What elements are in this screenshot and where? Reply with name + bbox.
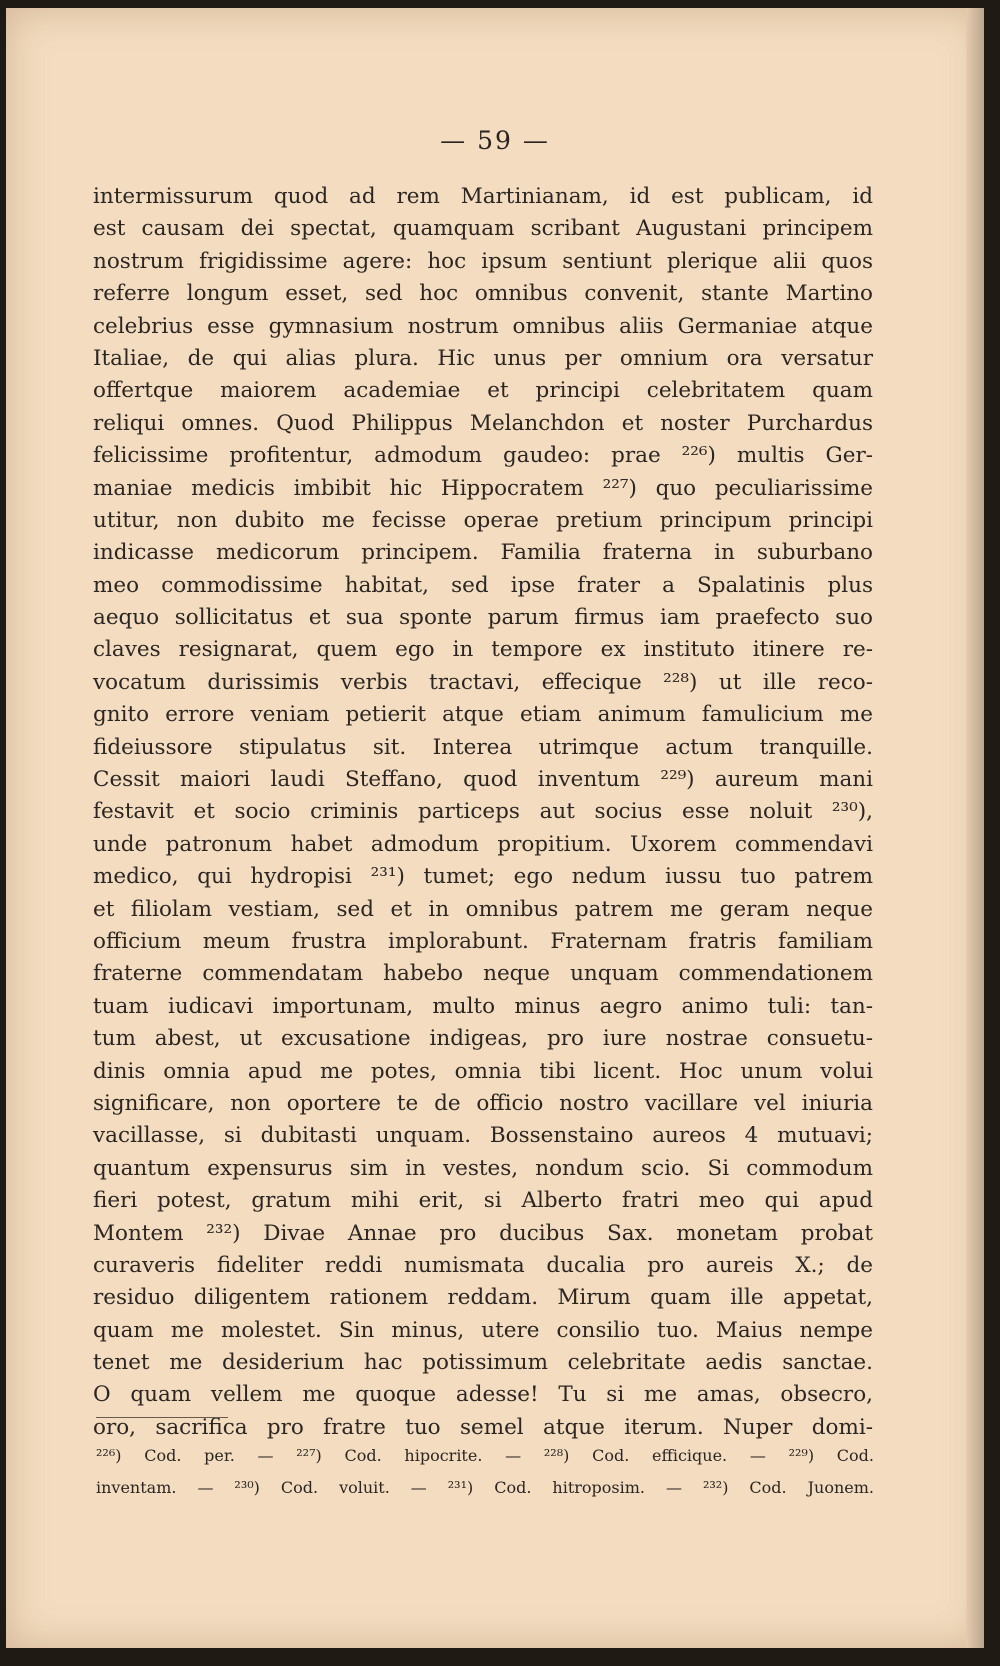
text-line: nostrum frigidissime agere: hoc ipsum sentiunt plerique alii quos xyxy=(93,248,873,274)
text-line: felicissime profitentur, admodum gaudeo: prae ²²⁶) multis Ger- xyxy=(93,443,873,469)
text-line: indicasse medicorum principem. Familia fraterna in suburbano xyxy=(93,540,873,566)
text-line: reliqui omnes. Quod Philippus Melanchdon et noster Purchardus xyxy=(93,410,873,436)
text-line: unde patronum habet admodum propitium. Uxorem commendavi xyxy=(93,831,873,857)
text-line: O quam vellem me quoque adesse! Tu si me amas, obsecro, xyxy=(93,1382,873,1408)
text-line: fraterne commendatam habebo neque unquam commendationem xyxy=(93,961,873,987)
text-line: curaveris fideliter reddi numismata ducalia pro aureis X.; de xyxy=(93,1252,873,1278)
text-line: aequo sollicitatus et sua sponte parum firmus iam praefecto suo xyxy=(93,605,873,631)
text-line: vocatum durissimis verbis tractavi, effecique ²²⁸) ut ille reco- xyxy=(93,669,873,695)
text-line: festavit et socio criminis particeps aut socius esse noluit ²³⁰), xyxy=(93,799,873,825)
text-line: gnito errore veniam petierit atque etiam animum famulicium me xyxy=(93,702,873,728)
text-line: oro, sacrifica pro fratre tuo semel atque iterum. Nuper domi- xyxy=(93,1414,873,1440)
text-line: fideiussore stipulatus sit. Interea utrimque actum tranquille. xyxy=(93,734,873,760)
text-line: residuo diligentem rationem reddam. Mirum quam ille appetat, xyxy=(93,1285,873,1311)
text-line: intermissurum quod ad rem Martinianam, id est publicam, id xyxy=(93,184,873,209)
text-line: dinis omnia apud me potes, omnia tibi licent. Hoc unum volui xyxy=(93,1058,873,1084)
text-line: significare, non oportere te de officio nostro vacillare vel iniuria xyxy=(93,1090,873,1116)
text-line: referre longum esset, sed hoc omnibus convenit, stante Martino xyxy=(93,281,873,307)
text-line: offertque maiorem academiae et principi celebritatem quam xyxy=(93,378,873,404)
text-line: Italiae, de qui alias plura. Hic unus per omnium ora versatur xyxy=(93,345,873,371)
page-edge xyxy=(966,8,984,1648)
text-line: medico, qui hydropisi ²³¹) tumet; ego nedum iussu tuo patrem xyxy=(93,864,873,890)
text-line: est causam dei spectat, quamquam scribant Augustani principem xyxy=(93,216,873,242)
page-number: — 59 — xyxy=(440,126,550,155)
text-line: vacillasse, si dubitasti unquam. Bossenstaino aureos 4 mutuavi; xyxy=(93,1123,873,1149)
text-line: claves resignarat, quem ego in tempore ex instituto itinere re- xyxy=(93,637,873,663)
text-line: meo commodissime habitat, sed ipse frater a Spalatinis plus xyxy=(93,572,873,598)
footnotes xyxy=(96,1440,874,1504)
text-line: officium meum frustra implorabunt. Fraternam fratris familiam xyxy=(93,928,873,954)
text-line: Cessit maiori laudi Steffano, quod inventum ²²⁹) aureum mani xyxy=(93,767,873,793)
text-line: fieri potest, gratum mihi erit, si Alberto fratri meo qui apud xyxy=(93,1188,873,1214)
text-line: tenet me desiderium hac potissimum celebritate aedis sanctae. xyxy=(93,1350,873,1376)
text-line: quantum expensurus sim in vestes, nondum scio. Si commodum xyxy=(93,1155,873,1181)
text-line: celebrius esse gymnasium nostrum omnibus aliis Germaniae atque xyxy=(93,313,873,339)
text-line: tuam iudicavi importunam, multo minus aegro animo tuli: tan- xyxy=(93,993,873,1019)
book-page xyxy=(6,8,984,1648)
text-line: maniae medicis imbibit hic Hippocratem ²²⁷) quo peculiarissime xyxy=(93,475,873,501)
footnote-line: ²²⁶) Cod. per. — ²²⁷) Cod. hipocrite. — ²²⁸) Cod. efficique. — ²²⁹) Cod. xyxy=(96,1446,874,1465)
body-text xyxy=(93,181,873,1444)
text-line: utitur, non dubito me fecisse operae pretium principum principi xyxy=(93,507,873,533)
text-line: quam me molestet. Sin minus, utere consilio tuo. Maius nempe xyxy=(93,1317,873,1343)
text-line: tum abest, ut excusatione indigeas, pro iure nostrae consuetu- xyxy=(93,1026,873,1052)
footnote-line: inventam. — ²³⁰) Cod. voluit. — ²³¹) Cod. hitroposim. — ²³²) Cod. Juonem. xyxy=(96,1478,874,1497)
text-line: Montem ²³²) Divae Annae pro ducibus Sax. monetam probat xyxy=(93,1220,873,1246)
text-line: et filiolam vestiam, sed et in omnibus patrem me geram neque xyxy=(93,896,873,922)
footnote-rule xyxy=(96,1417,228,1418)
